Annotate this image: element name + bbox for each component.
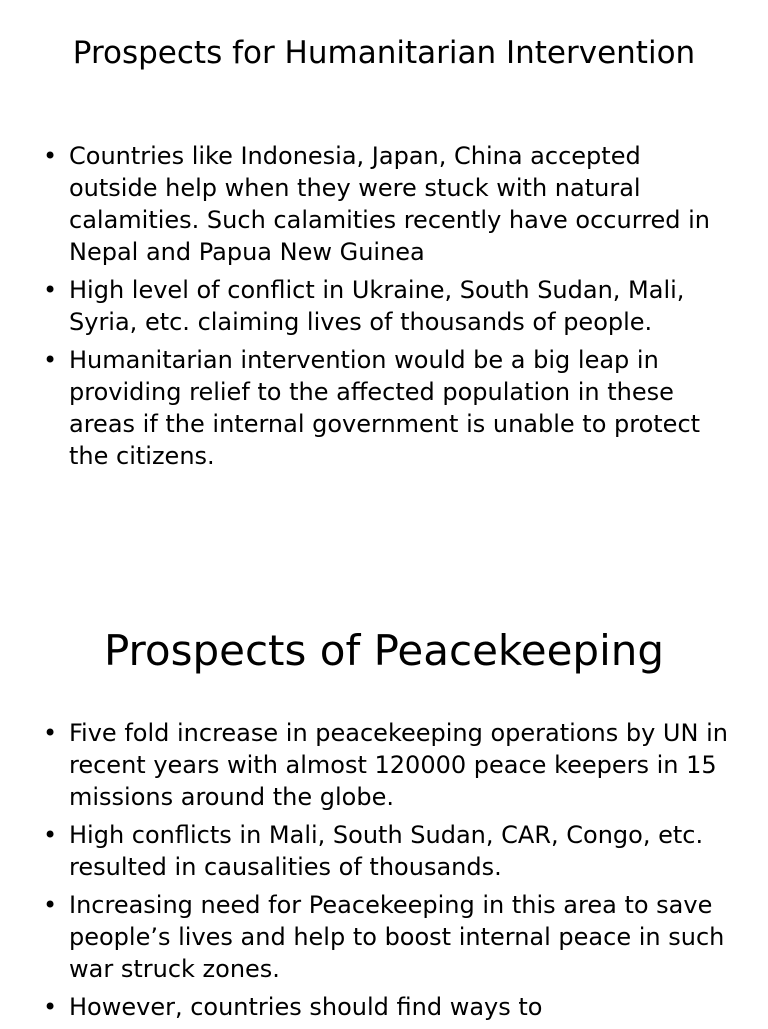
slide-title: Prospects of Peacekeeping	[103, 626, 665, 675]
bullet-item	[0, 717, 734, 813]
bullet-item	[0, 819, 734, 883]
bullet-item	[0, 991, 734, 1023]
bullet-text: High level of conflict in Ukraine, South Sudan, Mali, Syria, etc. claiming lives of thousands of people.	[69, 276, 685, 336]
bullet-icon: •	[43, 142, 58, 170]
bullet-icon: •	[43, 346, 58, 374]
bullet-text: Increasing need for Peacekeeping in this area to save people’s lives and help to boost internal peace in such war struck zones.	[69, 891, 725, 983]
bullet-item	[0, 889, 734, 985]
bullet-text: Countries like Indonesia, Japan, China accepted outside help when they were stuck with natural calamities. Such calamities recently have occurred in Nepal and Papua New Guinea	[69, 142, 710, 266]
bullet-icon: •	[43, 821, 58, 849]
bullet-icon: •	[43, 993, 58, 1021]
bullet-item	[0, 344, 734, 472]
bullet-item	[0, 140, 734, 268]
bullet-list	[0, 140, 734, 478]
bullet-list	[0, 717, 734, 1029]
slide-title: Prospects for Humanitarian Intervention	[72, 35, 696, 71]
bullet-item	[0, 274, 734, 338]
bullet-icon: •	[43, 276, 58, 304]
bullet-icon: •	[43, 719, 58, 747]
bullet-text: Five fold increase in peacekeeping operations by UN in recent years with almost 120000 peace keepers in 15 missions around the globe.	[69, 719, 728, 811]
bullet-icon: •	[43, 891, 58, 919]
bullet-text: However, countries should find ways to	[69, 993, 543, 1021]
bullet-text: High conflicts in Mali, South Sudan, CAR, Congo, etc. resulted in causalities of thousands.	[69, 821, 704, 881]
slide-peacekeeping	[0, 560, 768, 1024]
bullet-text: Humanitarian intervention would be a big leap in providing relief to the affected population in these areas if the internal government is unable to protect the citizens.	[69, 346, 701, 470]
